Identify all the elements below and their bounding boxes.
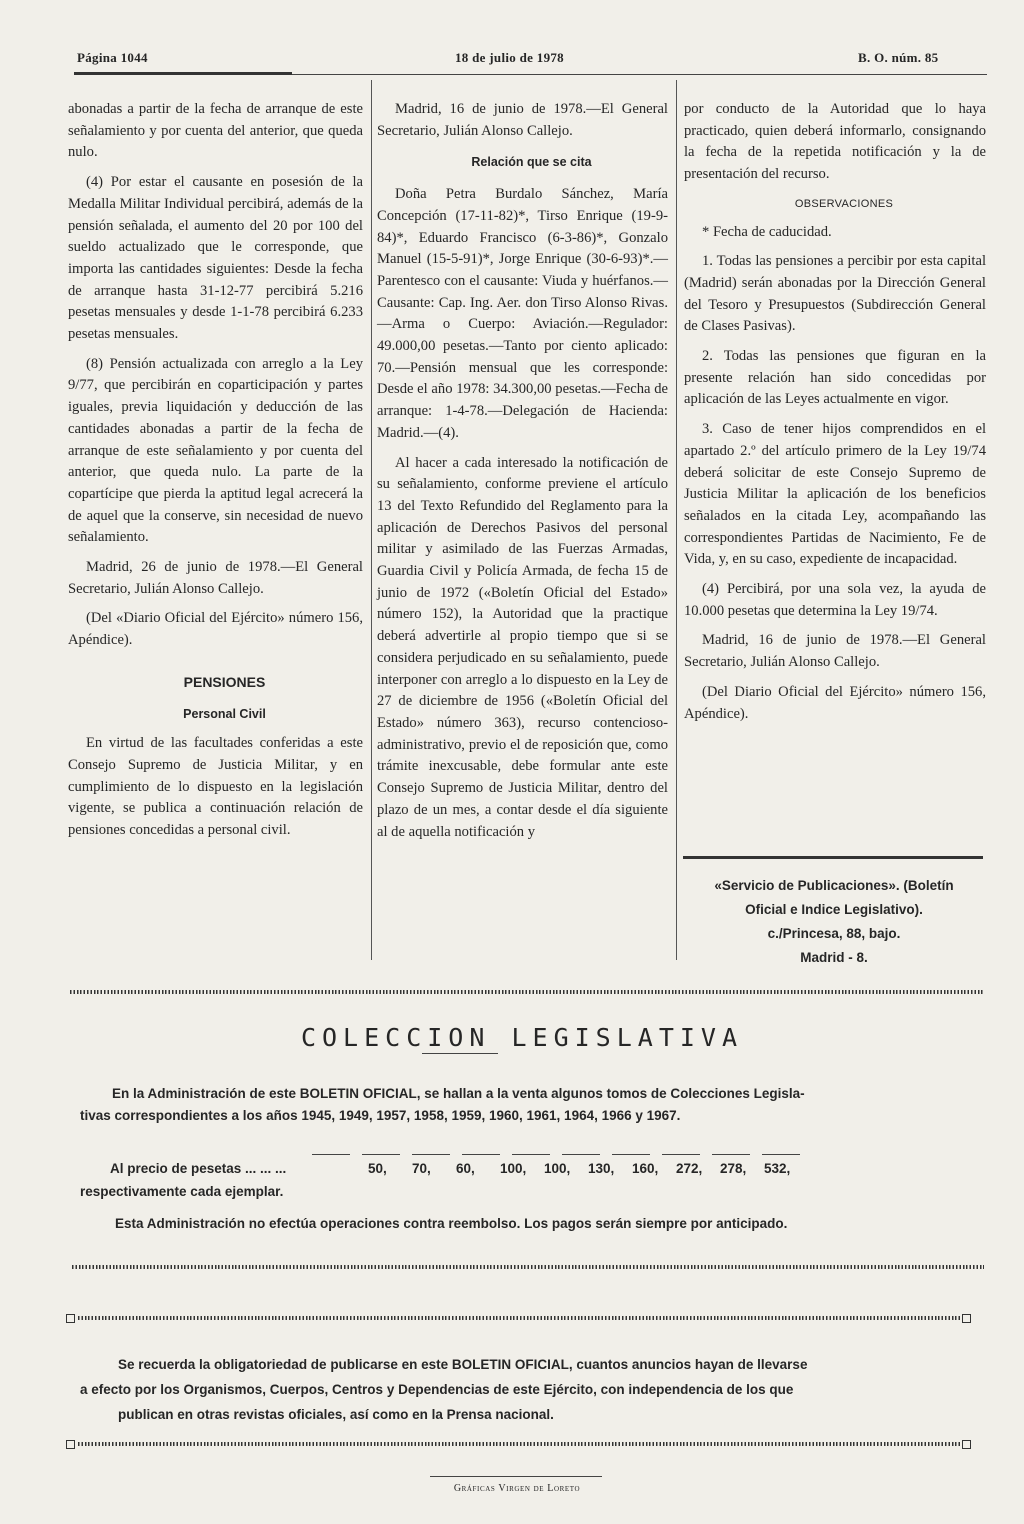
paragraph: por conducto de la Autoridad que lo haya practicado, quien deberá informarlo, consignando la fecha de la repetida notificación y la de presentación del recurso. [684,101,986,183]
price-value: 272, [676,1161,703,1176]
price-value: 532, [764,1161,791,1176]
column-divider-1 [371,80,372,960]
text-line: Se recuerda la obligatoriedad de publicarse en este BOLETIN OFICIAL, cuantos anuncios hayan de llevarse [118,1357,808,1372]
column-divider-2 [676,80,677,960]
observation: 1. Todas las pensiones a percibir por esta capital (Madrid) serán abonadas por la Dirección General del Tesoro y Presupuestos (Subdirección General de Clases Pasivas). [684,253,986,335]
price-value: 70, [412,1161,431,1176]
coleccion-text [80,1083,970,1127]
column-3 [684,99,986,733]
coleccion-title: COLECCION LEGISLATIVA [300,1023,744,1052]
service-rule [683,856,983,859]
text-line: tivas correspondientes a los años 1945, 1949, 1957, 1958, 1959, 1960, 1961, 1964, 1966 y 1967. [80,1108,681,1123]
service-line: Oficial e Indice Legislativo). [745,902,923,917]
observation: (4) Percibirá, por una sola vez, la ayuda de 10.000 pesetas que determina la Ley 19/74. [684,581,986,619]
title-underline [422,1053,498,1054]
paragraph: En virtud de las facultades conferidas a este Consejo Supremo de Justicia Militar, y en cumplimiento de lo dispuesto en la legislación vigente, se publica a continuación relación de pensiones concedidas a personal civil. [68,735,363,839]
publications-service [683,874,985,970]
paragraph: Doña Petra Burdalo Sánchez, María Concepción (17-11-82)*, Tirso Enrique (19-9-84)*, Eduardo Francisco (6-3-86)*, Gonzalo Manuel (15-5-91)*, Jorge Enrique (30-6-93)*.—Parentesco con el causante: Viuda y huérfanos.—Causante: Cap. Ing. Aer. don Tirso Alonso Rivas.—Arma o Cuerpo: Aviación.—Regulador: 49.000,00 pesetas.—Tanto por ciento aplicado: 70.—Pensión mensual que les corresponde: Desde el año 1978: 34.300,00 pesetas.—Fecha de arranque: 1-4-78.—Delegación de Hacienda: Madrid.—(4). [377,186,668,441]
dotted-rule [78,1442,960,1446]
price-value: 130, [588,1161,615,1176]
text-line: En la Administración de este BOLETIN OFICIAL, se hallan a la venta algunos tomos de Colecciones Legisla- [112,1086,805,1101]
price-list [368,1158,828,1180]
header-rule [292,74,987,75]
dotted-rule [70,990,984,994]
paragraph: (4) Por estar el causante en posesión de la Medalla Militar Individual percibirá, además de la pensión señalada, el aumento del 20 por 100 del sueldo actualizado que le corresponde, que importa las cantidades siguientes: Desde la fecha de arranque hasta 31-12-77 percibirá 5.216 pesetas mensuales y desde 1-1-78 percibirá 6.233 pesetas mensuales. [68,174,363,343]
section-heading: OBSERVACIONES [794,197,894,210]
dotted-rule [78,1316,960,1320]
payment-note: Esta Administración no efectúa operaciones contra reembolso. Los pagos serán siempre por anticipado. [115,1216,788,1231]
box-ornament-icon [962,1314,971,1323]
note: * Fecha de caducidad. [702,223,832,240]
price-value: 60, [456,1161,475,1176]
price-value: 100, [544,1161,571,1176]
dotted-rule [72,1265,984,1269]
text-line: a efecto por los Organismos, Cuerpos, Centros y Dependencias de este Ejército, con independencia de los que [80,1382,794,1397]
price-value: 100, [500,1161,527,1176]
footer-rule [430,1476,602,1477]
price-value: 160, [632,1161,659,1176]
reminder-text [80,1352,980,1427]
paragraph: (8) Pensión actualizada con arreglo a la Ley 9/77, que percibirán en coparticipación y partes iguales, previa liquidación y deducción de las cantidades abonadas a partir de la fecha de arranque de este señalamiento y por cuenta del anterior, que queda nulo. La parte de la copartícipe que pierda la aptitud legal acrecerá la de aquel que la conserve, sin necesidad de nuevo señalamiento. [68,355,363,546]
issue-number: B. O. núm. 85 [858,50,939,65]
source-note: (Del Diario Oficial del Ejército» número 156, Apéndice). [684,683,986,722]
price-tail: respectivamente cada ejemplar. [80,1184,284,1199]
observation: 3. Caso de tener hijos comprendidos en el apartado 2.º del artículo primero de la Ley 19/74 deberá solicitar de este Consejo Supremo de Justicia Militar la aplicación de los beneficios señalados en la citada Ley, acompañando las correspondientes Partidas de Nacimiento, Fe de Vida, y, en su caso, expediente de incapacidad. [684,421,986,568]
page-number: Página 1044 [77,50,148,65]
price-value: 50, [368,1161,387,1176]
box-ornament-icon [66,1440,75,1449]
column-1 [68,99,363,850]
section-heading: Relación que se cita [471,155,592,170]
printer-credit: Gráficas Virgen de Loreto [453,1483,581,1494]
column-2 [377,99,668,851]
signature: Madrid, 16 de junio de 1978.—El General Secretario, Julián Alonso Callejo. [684,632,986,671]
text-line: publican en otras revistas oficiales, así como en la Prensa nacional. [118,1407,554,1422]
section-heading: PENSIONES [183,673,266,690]
paragraph: abonadas a partir de la fecha de arranque de este señalamiento y por cuenta del anterior, que queda nulo. [68,101,363,161]
box-ornament-icon [66,1314,75,1323]
observation: 2. Todas las pensiones que figuran en la presente relación han sido concedidas por aplicación de las Leyes actualmente en vigor. [684,348,986,408]
signature: Madrid, 26 de junio de 1978.—El General Secretario, Julián Alonso Callejo. [68,559,363,597]
box-ornament-icon [962,1440,971,1449]
price-value: 278, [720,1161,747,1176]
source-note: (Del «Diario Oficial del Ejército» número 156, Apéndice). [68,610,363,649]
service-line: c./Princesa, 88, bajo. [767,926,901,941]
header-rule-left [74,72,292,75]
service-line: Madrid - 8. [800,950,868,965]
service-line: «Servicio de Publicaciones». (Boletín [714,878,954,893]
issue-date: 18 de julio de 1978 [455,50,564,65]
price-label: Al precio de pesetas ... ... ... [110,1161,287,1176]
signature: Madrid, 16 de junio de 1978.—El General Secretario, Julián Alonso Callejo. [377,101,668,139]
section-subheading: Personal Civil [183,706,266,721]
paragraph: Al hacer a cada interesado la notificación de su señalamiento, conforme previene el artículo 13 del Texto Refundido del Reglamento para la aplicación de Derechos Pasivos del personal militar y asimilado de las Fuerzas Armadas, Guardia Civil y Policía Armada, de fecha 15 de junio de 1972 («Boletín Oficial del Estado» número 152), la Autoridad que la practique deberá advertirle al propio tiempo que si se considera perjudicado en su señalamiento, puede interponer con arreglo a lo dispuesto en la Ley de 27 de diciembre de 1956 («Boletín Oficial del Estado» número 363), recurso contencioso-administrativo, previo el de reposición que, como trámite inexcusable, debe formular ante este Consejo Supremo de Justicia Militar, dentro del plazo de un mes, a contar desde el día siguiente al de aquella notificación y [377,454,668,840]
